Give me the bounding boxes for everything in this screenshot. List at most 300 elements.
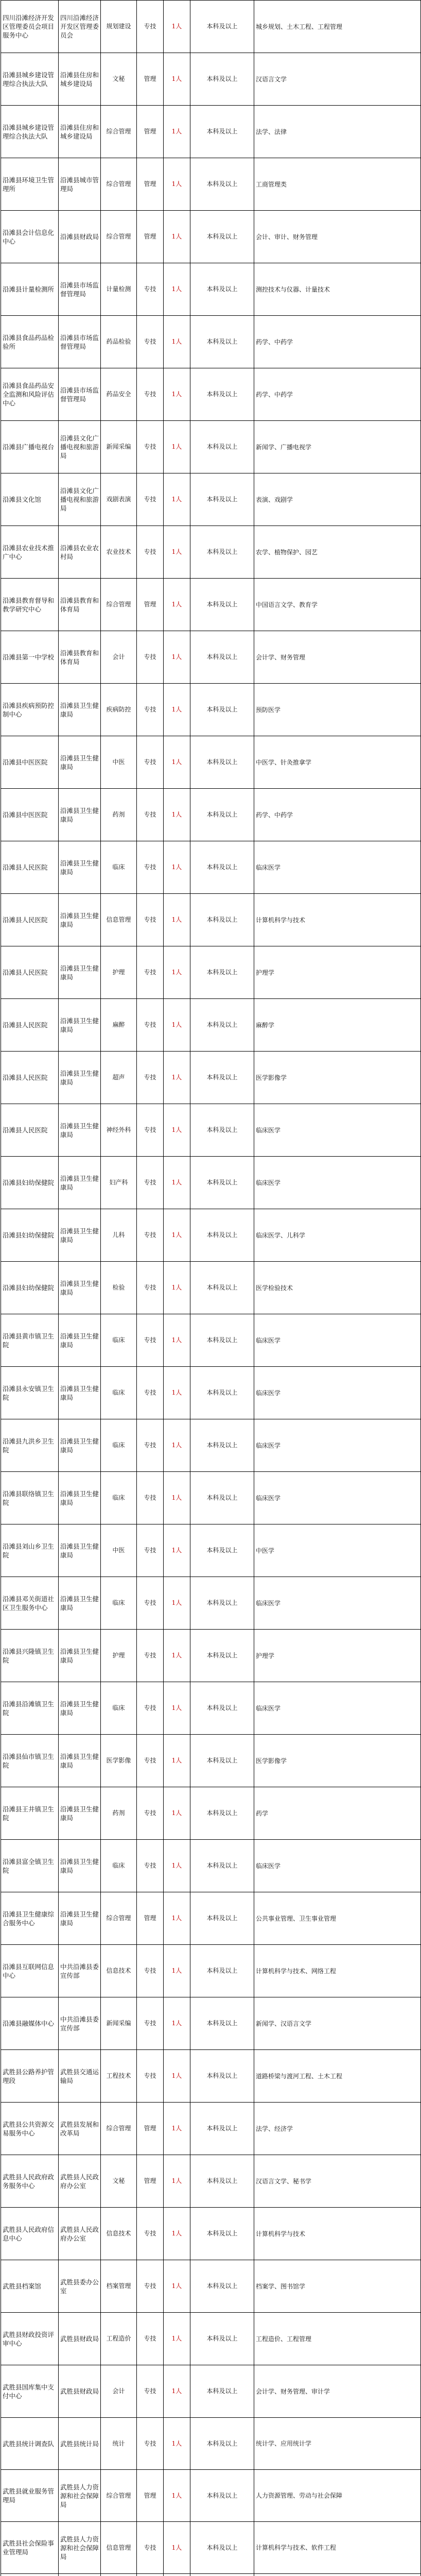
- post-name-cell: 麻醉: [101, 999, 137, 1052]
- post-name-cell: 临床: [101, 1682, 137, 1735]
- major-cell: 护理学: [254, 946, 421, 999]
- table-row: [1, 1840, 421, 1892]
- post-name-cell: 综合管理: [101, 2103, 137, 2155]
- unit-name-cell: 沿滩县城乡建设管理综合执法大队: [1, 53, 59, 106]
- post-type-cell: 专技: [137, 2208, 164, 2260]
- department-cell: 沿滩县卫生健康局: [59, 1892, 101, 1945]
- education-cell: 本科及以上: [190, 579, 254, 631]
- table-row: [1, 1419, 421, 1472]
- education-cell: 本科及以上: [190, 1, 254, 53]
- post-name-cell: 计量检测: [101, 263, 137, 316]
- major-cell: 表演、戏剧学: [254, 473, 421, 526]
- post-type-cell: 专技: [137, 1262, 164, 1314]
- post-name-cell: 护理: [101, 946, 137, 999]
- post-name-cell: 工程造价: [101, 2313, 137, 2365]
- unit-name-cell: 沿滩县富全镇卫生院: [1, 1840, 59, 1892]
- post-type-cell: 管理: [137, 1892, 164, 1945]
- post-type-cell: 专技: [137, 1840, 164, 1892]
- unit-name-cell: 沿滩县兴隆镇卫生院: [1, 1630, 59, 1682]
- post-name-cell: 信息技术: [101, 1945, 137, 1997]
- education-cell: 本科及以上: [190, 1892, 254, 1945]
- post-name-cell: 会计: [101, 2365, 137, 2418]
- headcount-cell: 1人: [164, 1052, 190, 1104]
- education-cell: 本科及以上: [190, 368, 254, 421]
- unit-name-cell: 沿滩县食品药品安全监测和风险评估中心: [1, 368, 59, 421]
- unit-name-cell: 沿滩县黄市镇卫生院: [1, 1314, 59, 1367]
- post-type-cell: 管理: [137, 2103, 164, 2155]
- post-name-cell: 临床: [101, 1314, 137, 1367]
- post-type-cell: 专技: [137, 1419, 164, 1472]
- unit-name-cell: 武胜县人民政府政务服务中心: [1, 2155, 59, 2208]
- post-name-cell: 综合管理: [101, 106, 137, 158]
- post-name-cell: 药品检验: [101, 316, 137, 368]
- major-cell: 会计学、财务管理: [254, 631, 421, 684]
- department-cell: 沿滩县卫生健康局: [59, 1104, 101, 1157]
- major-cell: 麻醉学: [254, 999, 421, 1052]
- education-cell: 本科及以上: [190, 316, 254, 368]
- headcount-cell: 1人: [164, 158, 190, 211]
- major-cell: 临床医学: [254, 1577, 421, 1630]
- major-cell: 统计学、应用统计学: [254, 2418, 421, 2470]
- education-cell: 本科及以上: [190, 1577, 254, 1630]
- post-name-cell: 信息管理: [101, 2522, 137, 2574]
- post-name-cell: 综合管理: [101, 579, 137, 631]
- post-type-cell: 专技: [137, 1367, 164, 1419]
- post-name-cell: 临床: [101, 1419, 137, 1472]
- post-type-cell: 专技: [137, 1787, 164, 1840]
- table-row: [1, 2470, 421, 2522]
- post-type-cell: 专技: [137, 684, 164, 736]
- education-cell: 本科及以上: [190, 1262, 254, 1314]
- department-cell: 沿滩县卫生健康局: [59, 1682, 101, 1735]
- education-cell: 本科及以上: [190, 1157, 254, 1209]
- table-row: [1, 631, 421, 684]
- education-cell: 本科及以上: [190, 1524, 254, 1577]
- headcount-cell: 1人: [164, 1945, 190, 1997]
- unit-name-cell: 武胜县就业服务管理局: [1, 2470, 59, 2522]
- headcount-cell: 1人: [164, 999, 190, 1052]
- post-type-cell: 专技: [137, 736, 164, 789]
- post-name-cell: 工程技术: [101, 2050, 137, 2103]
- post-name-cell: 疾病防控: [101, 684, 137, 736]
- department-cell: 沿滩县财政局: [59, 211, 101, 263]
- post-type-cell: 专技: [137, 1314, 164, 1367]
- unit-name-cell: 沿滩县人民医院: [1, 841, 59, 894]
- major-cell: 临床医学: [254, 1104, 421, 1157]
- table-row: [1, 2522, 421, 2574]
- post-name-cell: 临床: [101, 1472, 137, 1524]
- major-cell: 工程造价、工程管理: [254, 2313, 421, 2365]
- education-cell: 本科及以上: [190, 789, 254, 841]
- major-cell: 会计、审计、财务管理: [254, 211, 421, 263]
- education-cell: 本科及以上: [190, 841, 254, 894]
- education-cell: 本科及以上: [190, 263, 254, 316]
- department-cell: 沿滩县卫生健康局: [59, 1472, 101, 1524]
- major-cell: 人力资源管理、劳动与社会保障: [254, 2470, 421, 2522]
- table-row: [1, 1209, 421, 1262]
- unit-name-cell: 沿滩县永安镇卫生院: [1, 1367, 59, 1419]
- table-row: [1, 1630, 421, 1682]
- headcount-cell: 1人: [164, 1104, 190, 1157]
- education-cell: 本科及以上: [190, 1472, 254, 1524]
- major-cell: 预防医学: [254, 684, 421, 736]
- post-type-cell: 专技: [137, 1997, 164, 2050]
- table-row: [1, 1735, 421, 1787]
- headcount-cell: 1人: [164, 316, 190, 368]
- headcount-cell: 1人: [164, 684, 190, 736]
- post-name-cell: 文秘: [101, 2155, 137, 2208]
- unit-name-cell: 沿滩县农业技术推广中心: [1, 526, 59, 579]
- major-cell: 农学、植物保护、园艺: [254, 526, 421, 579]
- table-row: [1, 2574, 421, 2576]
- table-row: [1, 1472, 421, 1524]
- post-type-cell: 专技: [137, 526, 164, 579]
- department-cell: 武胜县人力资源和社会保障局: [59, 2470, 101, 2522]
- table-row: [1, 1157, 421, 1209]
- post-type-cell: 专技: [137, 1052, 164, 1104]
- education-cell: 本科及以上: [190, 1630, 254, 1682]
- table-row: [1, 421, 421, 473]
- unit-name-cell: 沿滩县沿滩镇卫生院: [1, 1682, 59, 1735]
- headcount-cell: 1人: [164, 1630, 190, 1682]
- major-cell: 公共事业管理、卫生事业管理: [254, 1892, 421, 1945]
- headcount-cell: 1人: [164, 1577, 190, 1630]
- table-row: [1, 2050, 421, 2103]
- education-cell: 本科及以上: [190, 1735, 254, 1787]
- headcount-cell: 1人: [164, 1840, 190, 1892]
- major-cell: [254, 2574, 421, 2576]
- department-cell: 武胜县财政局: [59, 2313, 101, 2365]
- headcount-cell: 1人: [164, 631, 190, 684]
- table-row: [1, 1052, 421, 1104]
- post-type-cell: 专技: [137, 2365, 164, 2418]
- education-cell: 本科及以上: [190, 946, 254, 999]
- post-type-cell: 管理: [137, 579, 164, 631]
- post-type-cell: 专技: [137, 894, 164, 946]
- table-row: [1, 894, 421, 946]
- positions-table: [1, 0, 421, 2576]
- post-name-cell: [101, 2574, 137, 2576]
- major-cell: 计算机科学与技术: [254, 894, 421, 946]
- post-type-cell: 管理: [137, 211, 164, 263]
- post-name-cell: 神经外科: [101, 1104, 137, 1157]
- post-type-cell: 专技: [137, 1524, 164, 1577]
- major-cell: 医学检验技术: [254, 1262, 421, 1314]
- headcount-cell: 1人: [164, 421, 190, 473]
- table-row: [1, 1577, 421, 1630]
- post-name-cell: 综合管理: [101, 1892, 137, 1945]
- post-name-cell: 检验: [101, 1262, 137, 1314]
- table-row: [1, 1682, 421, 1735]
- unit-name-cell: 沿滩县广播电视台: [1, 421, 59, 473]
- post-type-cell: 管理: [137, 2470, 164, 2522]
- education-cell: 本科及以上: [190, 1419, 254, 1472]
- department-cell: 沿滩县教育和体育局: [59, 631, 101, 684]
- education-cell: 本科及以上: [190, 736, 254, 789]
- post-type-cell: 专技: [137, 263, 164, 316]
- headcount-cell: 1人: [164, 2365, 190, 2418]
- table-row: [1, 1367, 421, 1419]
- unit-name-cell: 沿滩县联络镇卫生院: [1, 1472, 59, 1524]
- unit-name-cell: 沿滩县第一中学校: [1, 631, 59, 684]
- headcount-cell: 1人: [164, 368, 190, 421]
- table-row: [1, 211, 421, 263]
- post-type-cell: 专技: [137, 1209, 164, 1262]
- major-cell: 药学: [254, 1787, 421, 1840]
- education-cell: 本科及以上: [190, 894, 254, 946]
- department-cell: 武胜县人民政府办公室: [59, 2208, 101, 2260]
- department-cell: [59, 2574, 101, 2576]
- major-cell: 中医学、针灸推拿学: [254, 736, 421, 789]
- post-type-cell: 专技: [137, 946, 164, 999]
- headcount-cell: 1人: [164, 2208, 190, 2260]
- department-cell: 武胜县发展和改革局: [59, 2103, 101, 2155]
- major-cell: 汉语言文学、秘书学: [254, 2155, 421, 2208]
- major-cell: 临床医学: [254, 1157, 421, 1209]
- department-cell: 沿滩县卫生健康局: [59, 999, 101, 1052]
- post-type-cell: 专技: [137, 1682, 164, 1735]
- post-type-cell: 专技: [137, 2313, 164, 2365]
- department-cell: 沿滩县卫生健康局: [59, 736, 101, 789]
- headcount-cell: 1人: [164, 2522, 190, 2574]
- headcount-cell: 1人: [164, 106, 190, 158]
- table-row: [1, 684, 421, 736]
- post-name-cell: 临床: [101, 1577, 137, 1630]
- department-cell: 沿滩县住房和城乡建设局: [59, 53, 101, 106]
- unit-name-cell: 武胜县财政投资评审中心: [1, 2313, 59, 2365]
- headcount-cell: 1人: [164, 789, 190, 841]
- department-cell: 沿滩县城市管理局: [59, 158, 101, 211]
- post-name-cell: 农业技术: [101, 526, 137, 579]
- department-cell: 沿滩县市场监督管理局: [59, 316, 101, 368]
- major-cell: 新闻学、汉语言文学: [254, 1997, 421, 2050]
- headcount-cell: 1人: [164, 211, 190, 263]
- post-name-cell: 临床: [101, 841, 137, 894]
- headcount-cell: 1人: [164, 946, 190, 999]
- education-cell: 本科及以上: [190, 1209, 254, 1262]
- post-name-cell: 戏剧表演: [101, 473, 137, 526]
- major-cell: 新闻学、广播电视学: [254, 421, 421, 473]
- education-cell: 本科及以上: [190, 2522, 254, 2574]
- headcount-cell: 1人: [164, 2418, 190, 2470]
- unit-name-cell: 沿滩县融媒体中心: [1, 1997, 59, 2050]
- major-cell: 临床医学、儿科学: [254, 1209, 421, 1262]
- education-cell: 本科及以上: [190, 1787, 254, 1840]
- department-cell: 沿滩县教育和体育局: [59, 579, 101, 631]
- post-type-cell: 专技: [137, 1945, 164, 1997]
- department-cell: 武胜县人民政府办公室: [59, 2155, 101, 2208]
- headcount-cell: 1人: [164, 841, 190, 894]
- department-cell: 武胜县委办公室: [59, 2260, 101, 2313]
- table-row: [1, 368, 421, 421]
- education-cell: 本科及以上: [190, 2313, 254, 2365]
- major-cell: 计算机科学与技术、网络工程: [254, 1945, 421, 1997]
- headcount-cell: 1人: [164, 2260, 190, 2313]
- headcount-cell: 1人: [164, 1735, 190, 1787]
- table-row: [1, 1104, 421, 1157]
- post-type-cell: 专技: [137, 2418, 164, 2470]
- unit-name-cell: 沿滩县妇幼保健院: [1, 1262, 59, 1314]
- unit-name-cell: 沿滩县仙市镇卫生院: [1, 1735, 59, 1787]
- post-type-cell: [137, 2574, 164, 2576]
- unit-name-cell: 沿滩县人民医院: [1, 1052, 59, 1104]
- education-cell: 本科及以上: [190, 1945, 254, 1997]
- department-cell: 沿滩县卫生健康局: [59, 1209, 101, 1262]
- major-cell: 医学影像学: [254, 1735, 421, 1787]
- education-cell: [190, 2574, 254, 2576]
- headcount-cell: 1人: [164, 579, 190, 631]
- department-cell: 武胜县统计局: [59, 2418, 101, 2470]
- post-name-cell: 信息技术: [101, 2208, 137, 2260]
- table-row: [1, 526, 421, 579]
- department-cell: 中共沿滩县委宣传部: [59, 1945, 101, 1997]
- major-cell: 法学、经济学: [254, 2103, 421, 2155]
- major-cell: 法学、法律: [254, 106, 421, 158]
- department-cell: 沿滩县卫生健康局: [59, 1630, 101, 1682]
- headcount-cell: 1人: [164, 263, 190, 316]
- post-type-cell: 专技: [137, 841, 164, 894]
- unit-name-cell: 武胜县人民政府信息中心: [1, 2208, 59, 2260]
- department-cell: 武胜县交通运输局: [59, 2050, 101, 2103]
- table-row: [1, 736, 421, 789]
- unit-name-cell: 沿滩县城乡建设管理综合执法大队: [1, 106, 59, 158]
- unit-name-cell: 沿滩县卫生健康综合服务中心: [1, 1892, 59, 1945]
- post-type-cell: 专技: [137, 1577, 164, 1630]
- table-row: [1, 2418, 421, 2470]
- unit-name-cell: 沿滩县中医医院: [1, 736, 59, 789]
- education-cell: 本科及以上: [190, 2103, 254, 2155]
- table-row: [1, 1787, 421, 1840]
- post-name-cell: 综合管理: [101, 2470, 137, 2522]
- unit-name-cell: 沿滩县九洪乡卫生院: [1, 1419, 59, 1472]
- education-cell: 本科及以上: [190, 158, 254, 211]
- table-row: [1, 316, 421, 368]
- headcount-cell: 1人: [164, 1682, 190, 1735]
- table-row: [1, 2155, 421, 2208]
- education-cell: 本科及以上: [190, 2365, 254, 2418]
- unit-name-cell: 沿滩县妇幼保健院: [1, 1209, 59, 1262]
- headcount-cell: 1人: [164, 2155, 190, 2208]
- post-name-cell: 儿科: [101, 1209, 137, 1262]
- major-cell: 临床医学: [254, 841, 421, 894]
- post-type-cell: 专技: [137, 316, 164, 368]
- education-cell: 本科及以上: [190, 2050, 254, 2103]
- post-name-cell: 会计: [101, 631, 137, 684]
- unit-name-cell: 沿滩县邓关街道社区卫生服务中心: [1, 1577, 59, 1630]
- post-name-cell: 药剂: [101, 1787, 137, 1840]
- major-cell: 中医学: [254, 1524, 421, 1577]
- department-cell: 沿滩县卫生健康局: [59, 1840, 101, 1892]
- education-cell: 本科及以上: [190, 2208, 254, 2260]
- unit-name-cell: 武胜县国库集中支付中心: [1, 2365, 59, 2418]
- headcount-cell: 1人: [164, 2103, 190, 2155]
- post-name-cell: 综合管理: [101, 158, 137, 211]
- education-cell: 本科及以上: [190, 526, 254, 579]
- major-cell: 测控技术与仪器、计量技术: [254, 263, 421, 316]
- education-cell: 本科及以上: [190, 631, 254, 684]
- post-name-cell: 新闻采编: [101, 1997, 137, 2050]
- table-row: [1, 999, 421, 1052]
- unit-name-cell: [1, 2574, 59, 2576]
- education-cell: 本科及以上: [190, 473, 254, 526]
- headcount-cell: 1人: [164, 2313, 190, 2365]
- headcount-cell: 1人: [164, 473, 190, 526]
- department-cell: 武胜县财政局: [59, 2365, 101, 2418]
- education-cell: 本科及以上: [190, 1367, 254, 1419]
- table-row: [1, 946, 421, 999]
- unit-name-cell: 武胜县档案馆: [1, 2260, 59, 2313]
- unit-name-cell: 沿滩县互联网信息中心: [1, 1945, 59, 1997]
- major-cell: 会计学、财务管理、审计学: [254, 2365, 421, 2418]
- headcount-cell: 1人: [164, 1, 190, 53]
- unit-name-cell: 沿滩县计量检测所: [1, 263, 59, 316]
- table-row: [1, 53, 421, 106]
- major-cell: 临床医学: [254, 1472, 421, 1524]
- department-cell: 沿滩县卫生健康局: [59, 1524, 101, 1577]
- headcount-cell: 1人: [164, 736, 190, 789]
- education-cell: 本科及以上: [190, 211, 254, 263]
- post-name-cell: 新闻采编: [101, 421, 137, 473]
- education-cell: 本科及以上: [190, 106, 254, 158]
- department-cell: 沿滩县文化广播电视和旅游局: [59, 473, 101, 526]
- post-name-cell: 药品安全: [101, 368, 137, 421]
- department-cell: 沿滩县卫生健康局: [59, 1262, 101, 1314]
- department-cell: 沿滩县卫生健康局: [59, 1577, 101, 1630]
- department-cell: 沿滩县卫生健康局: [59, 1052, 101, 1104]
- education-cell: 本科及以上: [190, 1840, 254, 1892]
- major-cell: 汉语言文学: [254, 53, 421, 106]
- department-cell: 武胜县人力资源和社会保障局: [59, 2522, 101, 2574]
- table-row: [1, 2260, 421, 2313]
- headcount-cell: 1人: [164, 1472, 190, 1524]
- education-cell: 本科及以上: [190, 2155, 254, 2208]
- post-type-cell: 专技: [137, 1104, 164, 1157]
- department-cell: 沿滩县卫生健康局: [59, 684, 101, 736]
- table-row: [1, 158, 421, 211]
- unit-name-cell: 沿滩县食品药品检验所: [1, 316, 59, 368]
- department-cell: 四川沿滩经济开发区管理委员会: [59, 1, 101, 53]
- table-row: [1, 1892, 421, 1945]
- education-cell: 本科及以上: [190, 1104, 254, 1157]
- post-type-cell: 专技: [137, 1, 164, 53]
- post-type-cell: 管理: [137, 158, 164, 211]
- unit-name-cell: 沿滩县教育督导和教学研究中心: [1, 579, 59, 631]
- unit-name-cell: 沿滩县文化馆: [1, 473, 59, 526]
- major-cell: 临床医学: [254, 1419, 421, 1472]
- table-row: [1, 1524, 421, 1577]
- table-row: [1, 2313, 421, 2365]
- unit-name-cell: 沿滩县妇幼保健院: [1, 1157, 59, 1209]
- unit-name-cell: 沿滩县人民医院: [1, 946, 59, 999]
- unit-name-cell: 武胜县统计调查队: [1, 2418, 59, 2470]
- department-cell: 沿滩县市场监督管理局: [59, 368, 101, 421]
- department-cell: 沿滩县市场监督管理局: [59, 263, 101, 316]
- department-cell: 沿滩县卫生健康局: [59, 1735, 101, 1787]
- department-cell: 沿滩县卫生健康局: [59, 789, 101, 841]
- education-cell: 本科及以上: [190, 421, 254, 473]
- post-type-cell: 专技: [137, 421, 164, 473]
- education-cell: 本科及以上: [190, 684, 254, 736]
- unit-name-cell: 武胜县公路养护管理段: [1, 2050, 59, 2103]
- post-type-cell: 专技: [137, 473, 164, 526]
- post-type-cell: 专技: [137, 2260, 164, 2313]
- table-row: [1, 841, 421, 894]
- post-name-cell: 规划建设: [101, 1, 137, 53]
- department-cell: 沿滩县农业农村局: [59, 526, 101, 579]
- headcount-cell: 1人: [164, 1524, 190, 1577]
- unit-name-cell: 沿滩县刘山乡卫生院: [1, 1524, 59, 1577]
- education-cell: 本科及以上: [190, 53, 254, 106]
